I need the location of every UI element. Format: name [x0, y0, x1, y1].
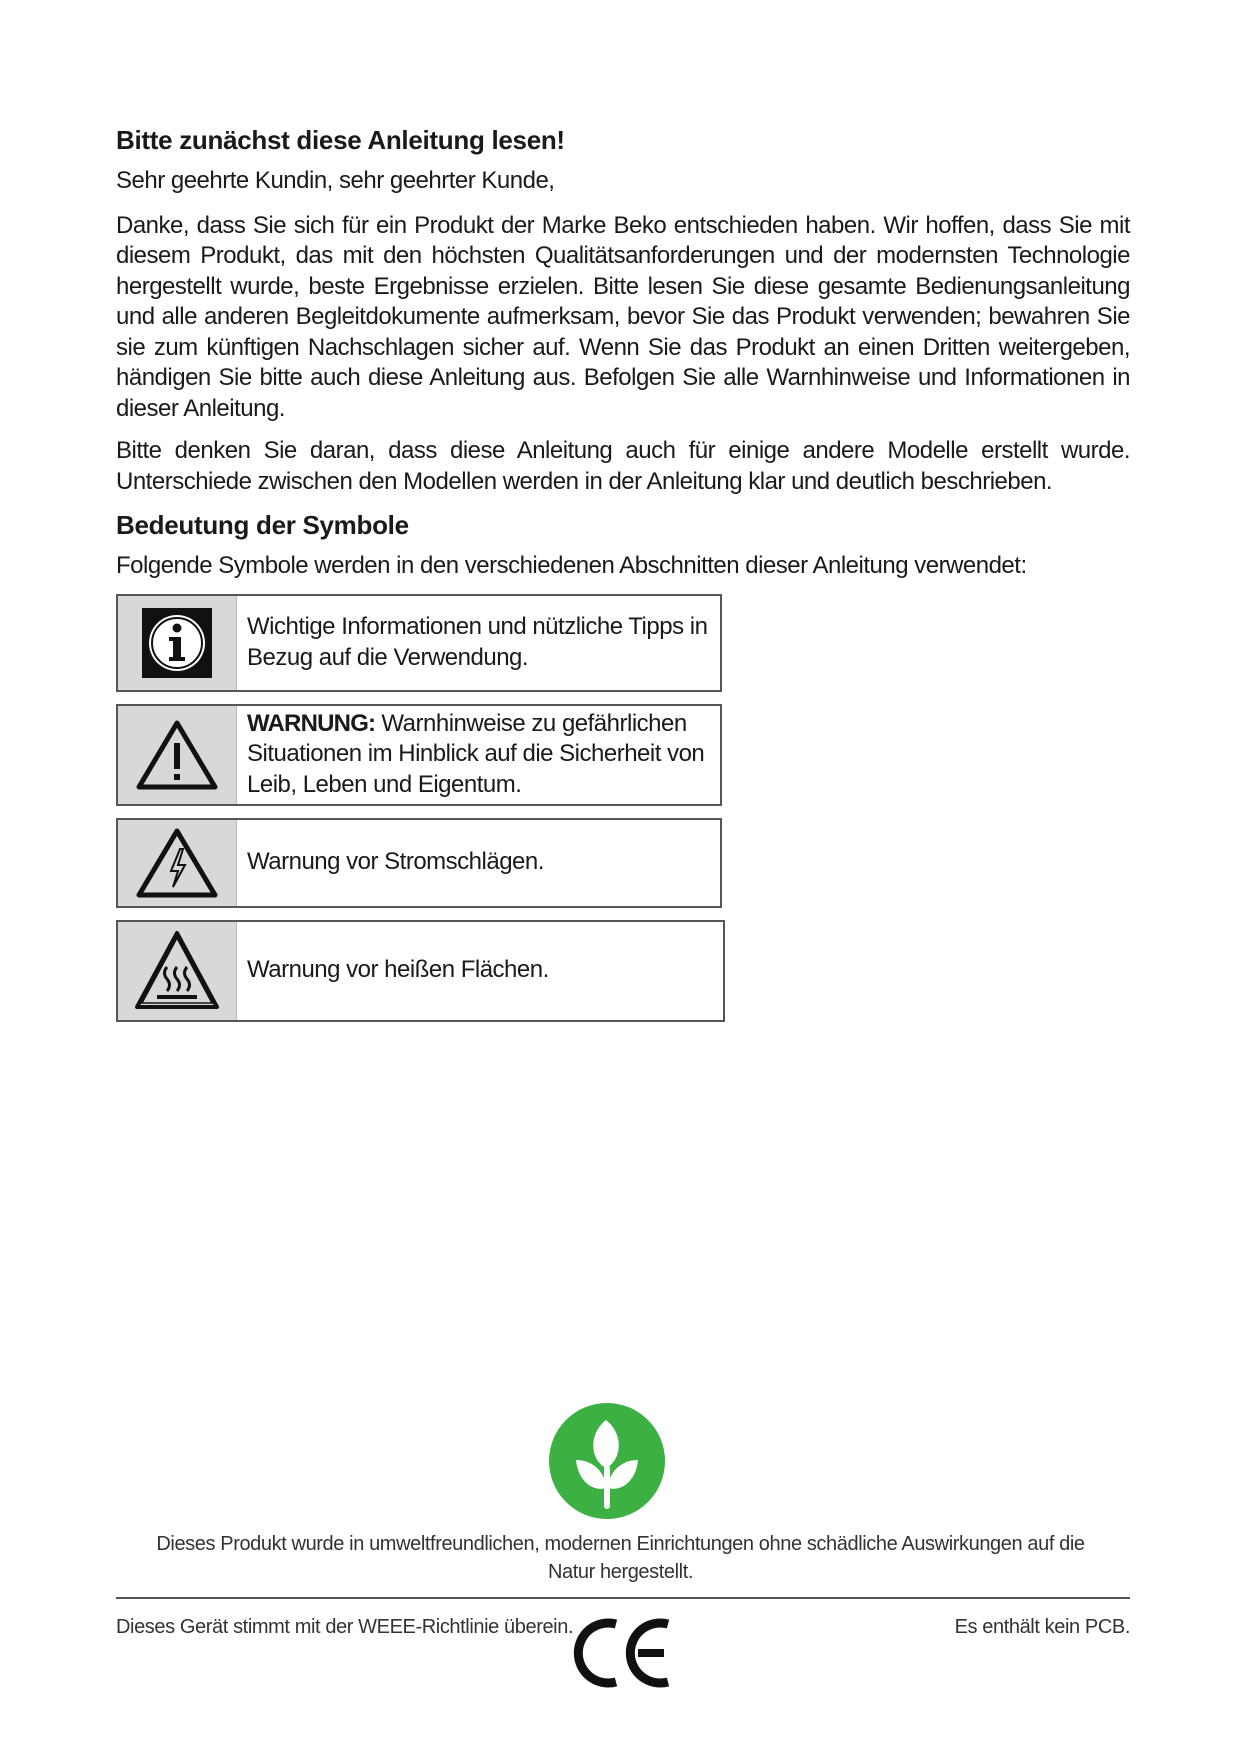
info-icon [118, 596, 237, 690]
warning-triangle-icon [118, 706, 237, 804]
footer-divider [116, 1597, 1130, 1599]
weee-statement: Dieses Gerät stimmt mit der WEEE-Richtlinie überein. [116, 1616, 574, 1638]
pcb-statement: Es enthält kein PCB. [954, 1616, 1130, 1638]
models-paragraph: Bitte denken Sie daran, dass diese Anleitung auch für einige andere Modelle erstellt wurde. Unterschiede zwischen den Modellen werden in der Anleitung klar und deutlich beschrieben. [116, 437, 1130, 495]
symbol-text-warning [237, 706, 720, 804]
symbols-table [116, 594, 722, 1022]
symbol-description: Wichtige Informationen und nützliche Tipps in Bezug auf die Verwendung. [247, 613, 708, 671]
symbol-row-hot-surface [116, 920, 725, 1022]
symbol-description: Warnung vor heißen Flächen. [247, 956, 549, 984]
symbol-text-electric [237, 820, 720, 906]
symbol-row-electric [116, 818, 722, 908]
electric-shock-icon [118, 820, 237, 906]
greeting: Sehr geehrte Kundin, sehr geehrter Kunde, [116, 167, 555, 194]
eco-leaf-icon [548, 1402, 666, 1520]
eco-statement: Dieses Produkt wurde in umweltfreundlichen, modernen Einrichtungen ohne schädliche Auswirkungen auf die Natur hergestellt. [156, 1533, 1085, 1583]
warning-label: WARNUNG: [247, 709, 376, 737]
hot-surface-icon [118, 922, 237, 1020]
symbol-row-warning [116, 704, 722, 806]
symbol-text-info [237, 596, 720, 690]
symbol-description: Warnung vor Stromschlägen. [247, 848, 544, 876]
main-content [116, 124, 1130, 1034]
ce-mark-icon [572, 1614, 676, 1692]
symbol-row-info [116, 594, 722, 692]
intro-paragraph: Danke, dass Sie sich für ein Produkt der Marke Beko entschieden haben. Wir hoffen, dass Sie mit diesem Produkt, das mit den höchsten Qualitätsanforderungen und der modernsten Technologie hergestellt wurde, beste Ergebnisse erzielen. Bitte lesen Sie diese gesamte Bedienungsanleitung und alle anderen Begleitdokumente aufmerksam, bevor Sie das Produkt verwenden; bewahren Sie sie zum künftigen Nachschlagen sicher auf. Wenn Sie das Produkt an einen Dritten weitergeben, händigen Sie bitte auch diese Anleitung aus. Befolgen Sie alle Warnhinweise und Informationen in dieser Anleitung. [116, 211, 1130, 422]
heading-read-first: Bitte zunächst diese Anleitung lesen! [116, 125, 565, 155]
symbols-intro: Folgende Symbole werden in den verschiedenen Abschnitten dieser Anleitung verwendet: [116, 552, 1027, 579]
symbol-text-hot-surface [237, 922, 723, 1020]
heading-symbols: Bedeutung der Symbole [116, 510, 409, 540]
symbol-description: Warnhinweise zu gefährlichen Situationen im Hinblick auf die Sicherheit von Leib, Leben und Eigentum. [247, 709, 705, 798]
